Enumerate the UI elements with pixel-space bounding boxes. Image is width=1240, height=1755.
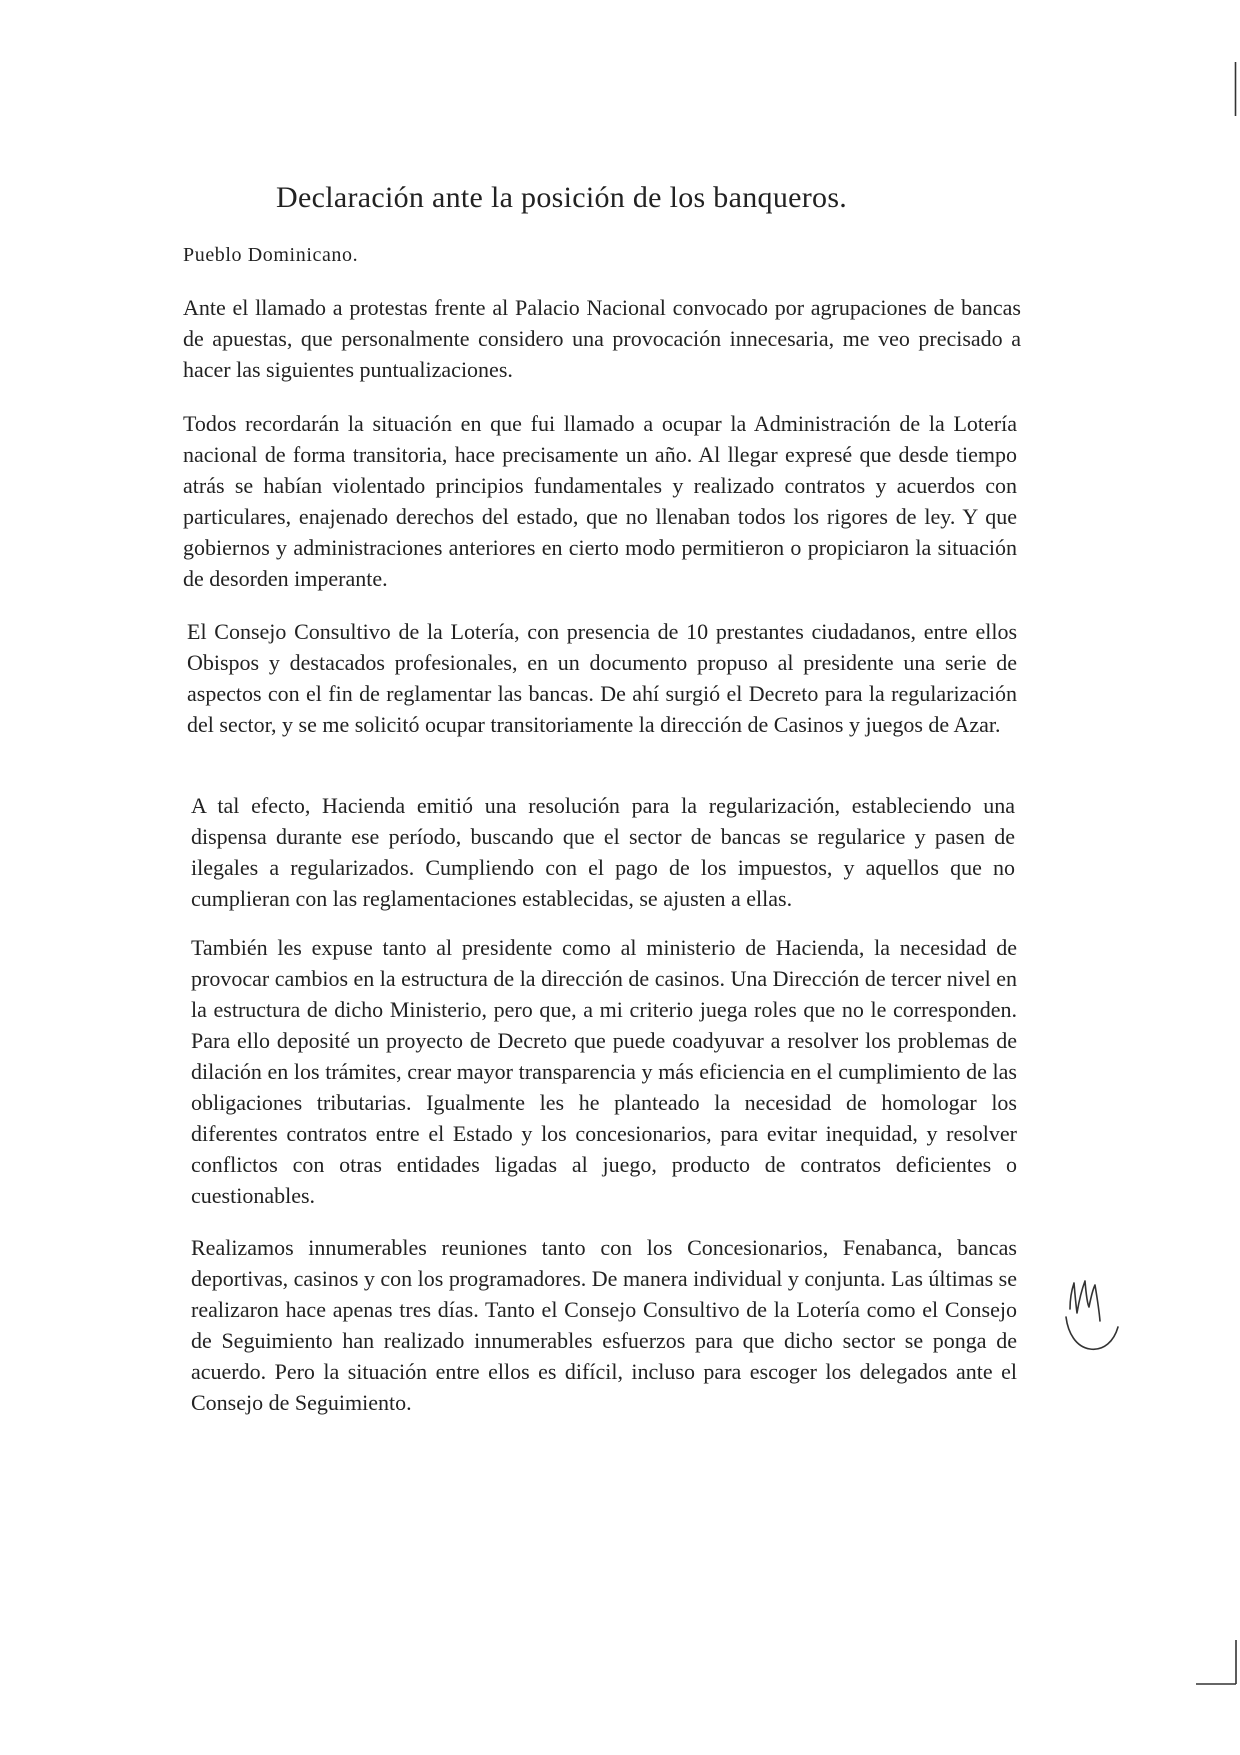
scan-corner-mark [1196, 1640, 1240, 1686]
paragraph: El Consejo Consultivo de la Lotería, con presencia de 10 prestantes ciudadanos, entre ellos Obispos y destacados profesionales, en un documento propuso al presidente una serie de aspectos con el fin de reglamentar las bancas. De ahí surgió el Decreto para la regularización del sector, y se me solicitó ocupar transitoriamente la dirección de Casinos y juegos de Azar. [187, 619, 1017, 737]
paragraph: También les expuse tanto al presidente como al ministerio de Hacienda, la necesidad de provocar cambios en la estructura de la dirección de casinos. Una Dirección de tercer nivel en la estructura de dicho Ministerio, pero que, a mi criterio juega roles que no le corresponden. Para ello deposité un proyecto de Decreto que puede coadyuvar a resolver los problemas de dilación en los trámites, crear mayor transparencia y más eficiencia en el cumplimiento de las obligaciones tributarias. Igualmente les he planteado la necesidad de homologar los diferentes contratos entre el Estado y los concesionarios, para evitar inequidad, y resolver conflictos con otras entidades ligadas al juego, producto de contratos deficientes o cuestionables. [191, 935, 1017, 1208]
paragraph: Realizamos innumerables reuniones tanto con los Concesionarios, Fenabanca, bancas deportivas, casinos y con los programadores. De manera individual y conjunta. Las últimas se realizaron hace apenas tres días. Tanto el Consejo Consultivo de la Lotería como el Consejo de Seguimiento han realizado innumerables esfuerzos para que dicho sector se ponga de acuerdo. Pero la situación entre ellos es difícil, incluso para escoger los delegados ante el Consejo de Seguimiento. [191, 1235, 1018, 1415]
salutation: Pueblo Dominicano. [183, 244, 359, 266]
handwritten-initials [1062, 1277, 1124, 1357]
paragraph: A tal efecto, Hacienda emitió una resolución para la regularización, estableciendo una dispensa durante ese período, buscando que el sector de bancas se regularice y pasen de ilegales a regularizados. Cumpliendo con el pago de los impuestos, y aquellos que no cumplieran con las reglamentaciones establecidas, se ajusten a ellas. [191, 793, 1015, 911]
scan-edge-mark [1234, 62, 1237, 116]
document-title: Declaración ante la posición de los banqueros. [276, 181, 848, 214]
paragraph: Todos recordarán la situación en que fui llamado a ocupar la Administración de la Lotería nacional de forma transitoria, hace precisamente un año. Al llegar expresé que desde tiempo atrás se habían violentado principios fundamentales y realizado contratos y acuerdos con particulares, enajenado derechos del estado, que no llenaban todos los rigores de ley. Y que gobiernos y administraciones anteriores en cierto modo permitieron o propiciaron la situación de desorden imperante. [183, 411, 1017, 591]
paragraph: Ante el llamado a protestas frente al Palacio Nacional convocado por agrupaciones de bancas de apuestas, que personalmente considero una provocación innecesaria, me veo precisado a hacer las siguientes puntualizaciones. [183, 295, 1021, 382]
